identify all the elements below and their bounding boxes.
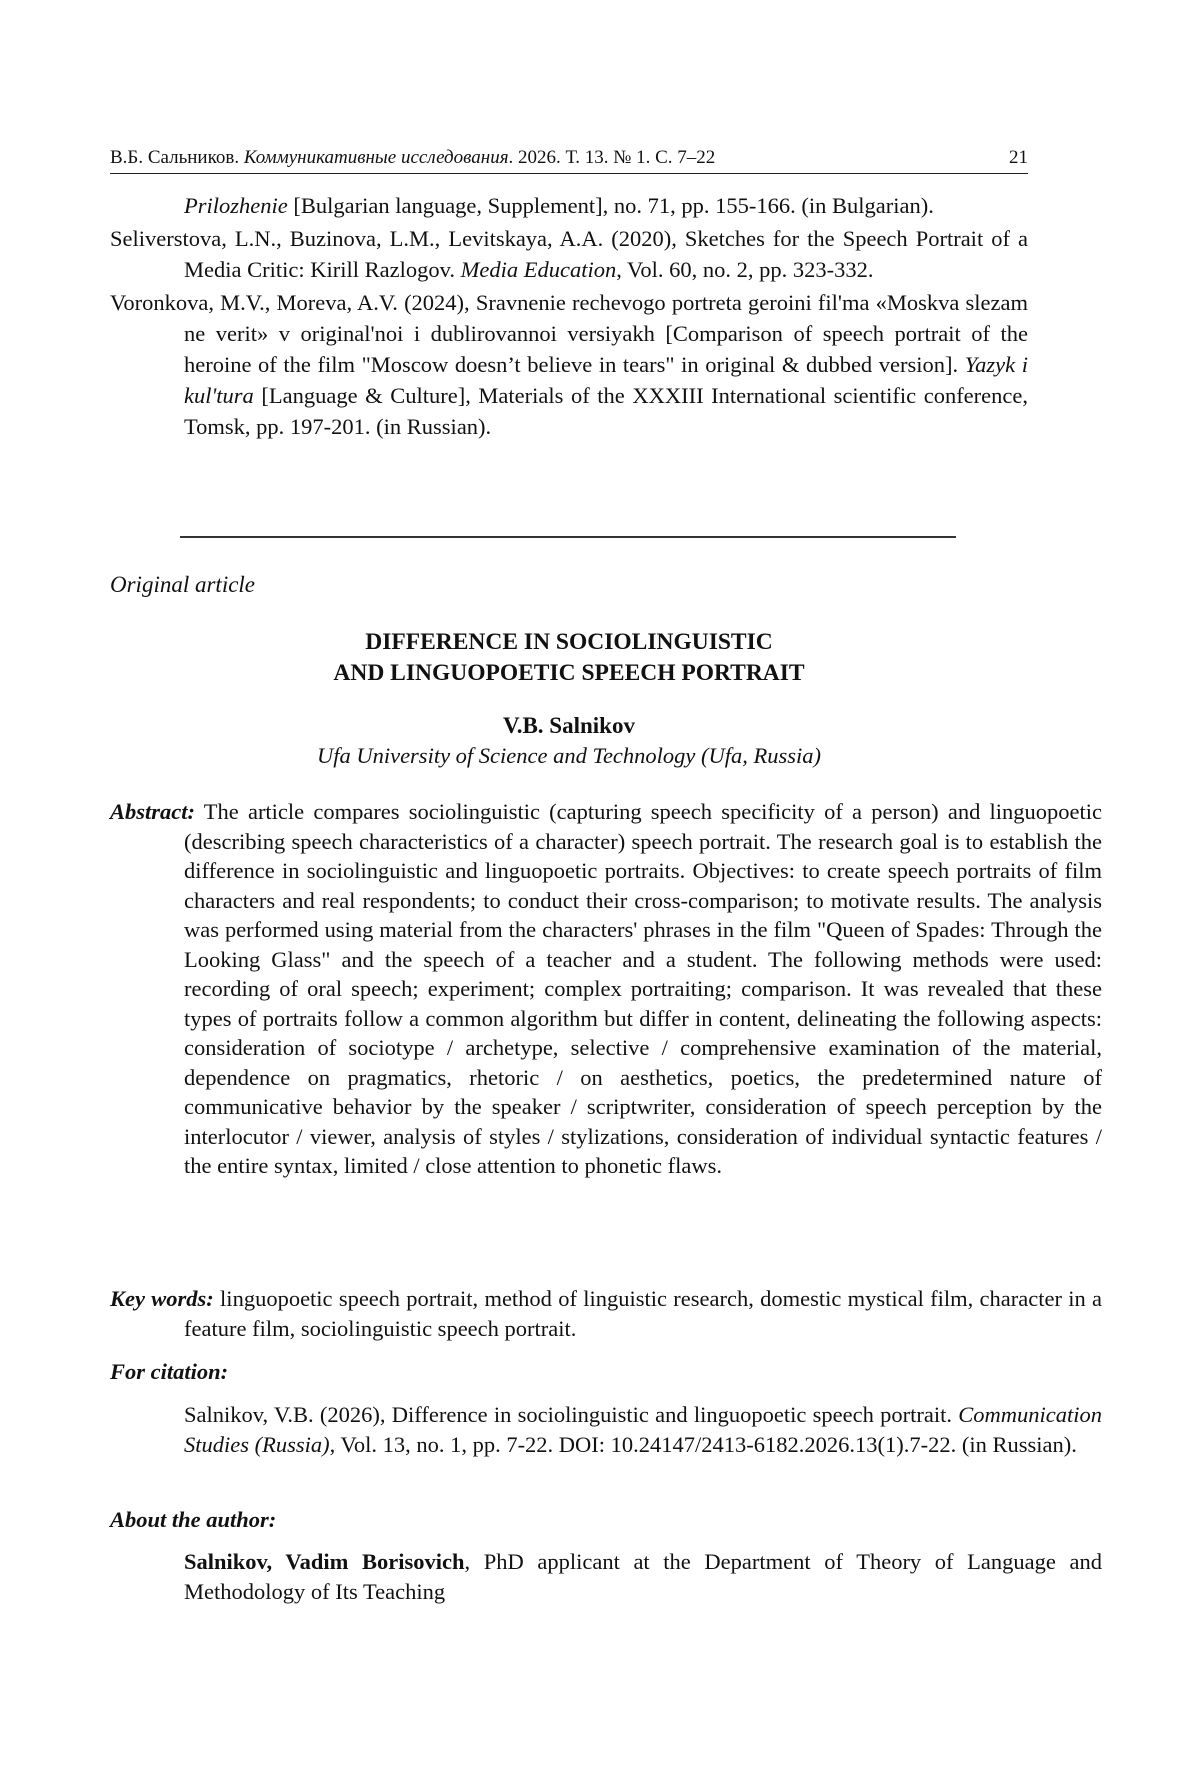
reference-text: , Vol. 60, no. 2, pp. 323-332. bbox=[616, 257, 874, 282]
article-type: Original article bbox=[110, 572, 256, 597]
page-number: 21 bbox=[1009, 147, 1028, 168]
about-author-heading: About the author: bbox=[110, 1507, 277, 1532]
header-citation bbox=[110, 146, 715, 170]
title-line: AND LINGUOPOETIC SPEECH PORTRAIT bbox=[333, 660, 805, 686]
reference-item bbox=[110, 190, 1028, 221]
section-separator bbox=[180, 536, 956, 538]
citation-before: Salnikov, V.B. (2026), Difference in sociolinguistic and linguopoetic speech portrait. bbox=[184, 1402, 959, 1427]
reference-item bbox=[110, 223, 1028, 285]
citation-after: , Vol. 13, no. 1, pp. 7-22. DOI: 10.24147/2413-6182.2026.13(1).7-22. (in Russian). bbox=[329, 1431, 1077, 1457]
header-issue: . 2026. Т. 13. № 1. С. 7–22 bbox=[508, 147, 716, 168]
header-author: В.Б. Сальников. bbox=[110, 147, 240, 168]
article-author: V.B. Salnikov bbox=[503, 713, 635, 738]
reference-italic: Prilozhenie bbox=[184, 193, 288, 218]
author-affiliation: Ufa University of Science and Technology (Ufa, Russia) bbox=[316, 743, 822, 768]
author-position: , PhD applicant at the Department of Theory of Language and Methodology of Its Teaching bbox=[184, 1549, 1102, 1604]
reference-item bbox=[110, 287, 1028, 442]
about-author-text bbox=[110, 1547, 1102, 1606]
abstract-label: Abstract: bbox=[110, 799, 196, 824]
article-title bbox=[110, 627, 1028, 689]
title-line: DIFFERENCE IN SOCIOLINGUISTIC bbox=[365, 629, 773, 655]
reference-text: [Language & Culture], Materials of the XXXIII International scientific conference, Tomsk, pp. 197-201. (in Russian). bbox=[184, 383, 1028, 439]
abstract bbox=[110, 797, 1102, 1181]
running-header bbox=[110, 146, 1028, 174]
author-full-name: Salnikov, Vadim Borisovich bbox=[184, 1549, 465, 1574]
citation-text bbox=[110, 1400, 1102, 1459]
reference-list bbox=[110, 190, 1028, 444]
reference-italic: Media Education bbox=[460, 257, 617, 282]
keywords-text: linguopoetic speech portrait, method of linguistic research, domestic mystical film, character in a feature film, sociolinguistic speech portrait. bbox=[184, 1286, 1102, 1341]
keywords-label: Key words: bbox=[110, 1286, 214, 1311]
abstract-text: The article compares sociolinguistic (capturing speech specificity of a person) and linguopoetic (describing speech characteristics of a character) speech portrait. The research goal is to establish the difference in sociolinguistic and linguopoetic portraits. Objectives: to create speech portraits of film characters and real respondents; to conduct their cross-comparison; to motivate results. The analysis was performed using material from the characters' phrases in the film "Queen of Spades: Through the Looking Glass" and the speech of a teacher and a student. The following methods were used: recording of oral speech; experiment; complex portraiting; comparison. It was revealed that these types of portraits follow a common algorithm but differ in content, delineating the following aspects: consideration of sociotype / archetype, selective / comprehensive examination of the material, dependence on pragmatics, rhetoric / on aesthetics, poetics, the predetermined nature of communicative behavior by the speaker / scriptwriter, consideration of speech perception by the interlocutor / viewer, analysis of styles / stylizations, consideration of individual syntactic features / the entire syntax, limited / close attention to phonetic flaws. bbox=[184, 799, 1102, 1178]
header-journal: Коммуникативные исследования bbox=[243, 147, 509, 168]
citation-journal: Communication Studies (Russia) bbox=[184, 1402, 1102, 1457]
keywords bbox=[110, 1284, 1102, 1343]
citation-heading: For citation: bbox=[110, 1359, 229, 1384]
reference-text: Seliverstova, L.N., Buzinova, L.M., Levitskaya, A.A. (2020), Sketches for the Speech Portrait of a Media Critic: Kirill Razlogov. bbox=[110, 226, 1028, 282]
reference-italic: Yazyk i kul'tura bbox=[184, 352, 1028, 408]
reference-text: Voronkova, M.V., Moreva, A.V. (2024), Sravnenie rechevogo portreta geroini fil'ma «Moskva slezam ne verit» v original'noi i dublirovannoi versiyakh [Comparison of speech portrait of the heroine of the film "Moscow doesn’t believe in tears" in original & dubbed version]. bbox=[110, 290, 1028, 377]
reference-text: [Bulgarian language, Supplement], no. 71, pp. 155-166. (in Bulgarian). bbox=[287, 193, 934, 218]
